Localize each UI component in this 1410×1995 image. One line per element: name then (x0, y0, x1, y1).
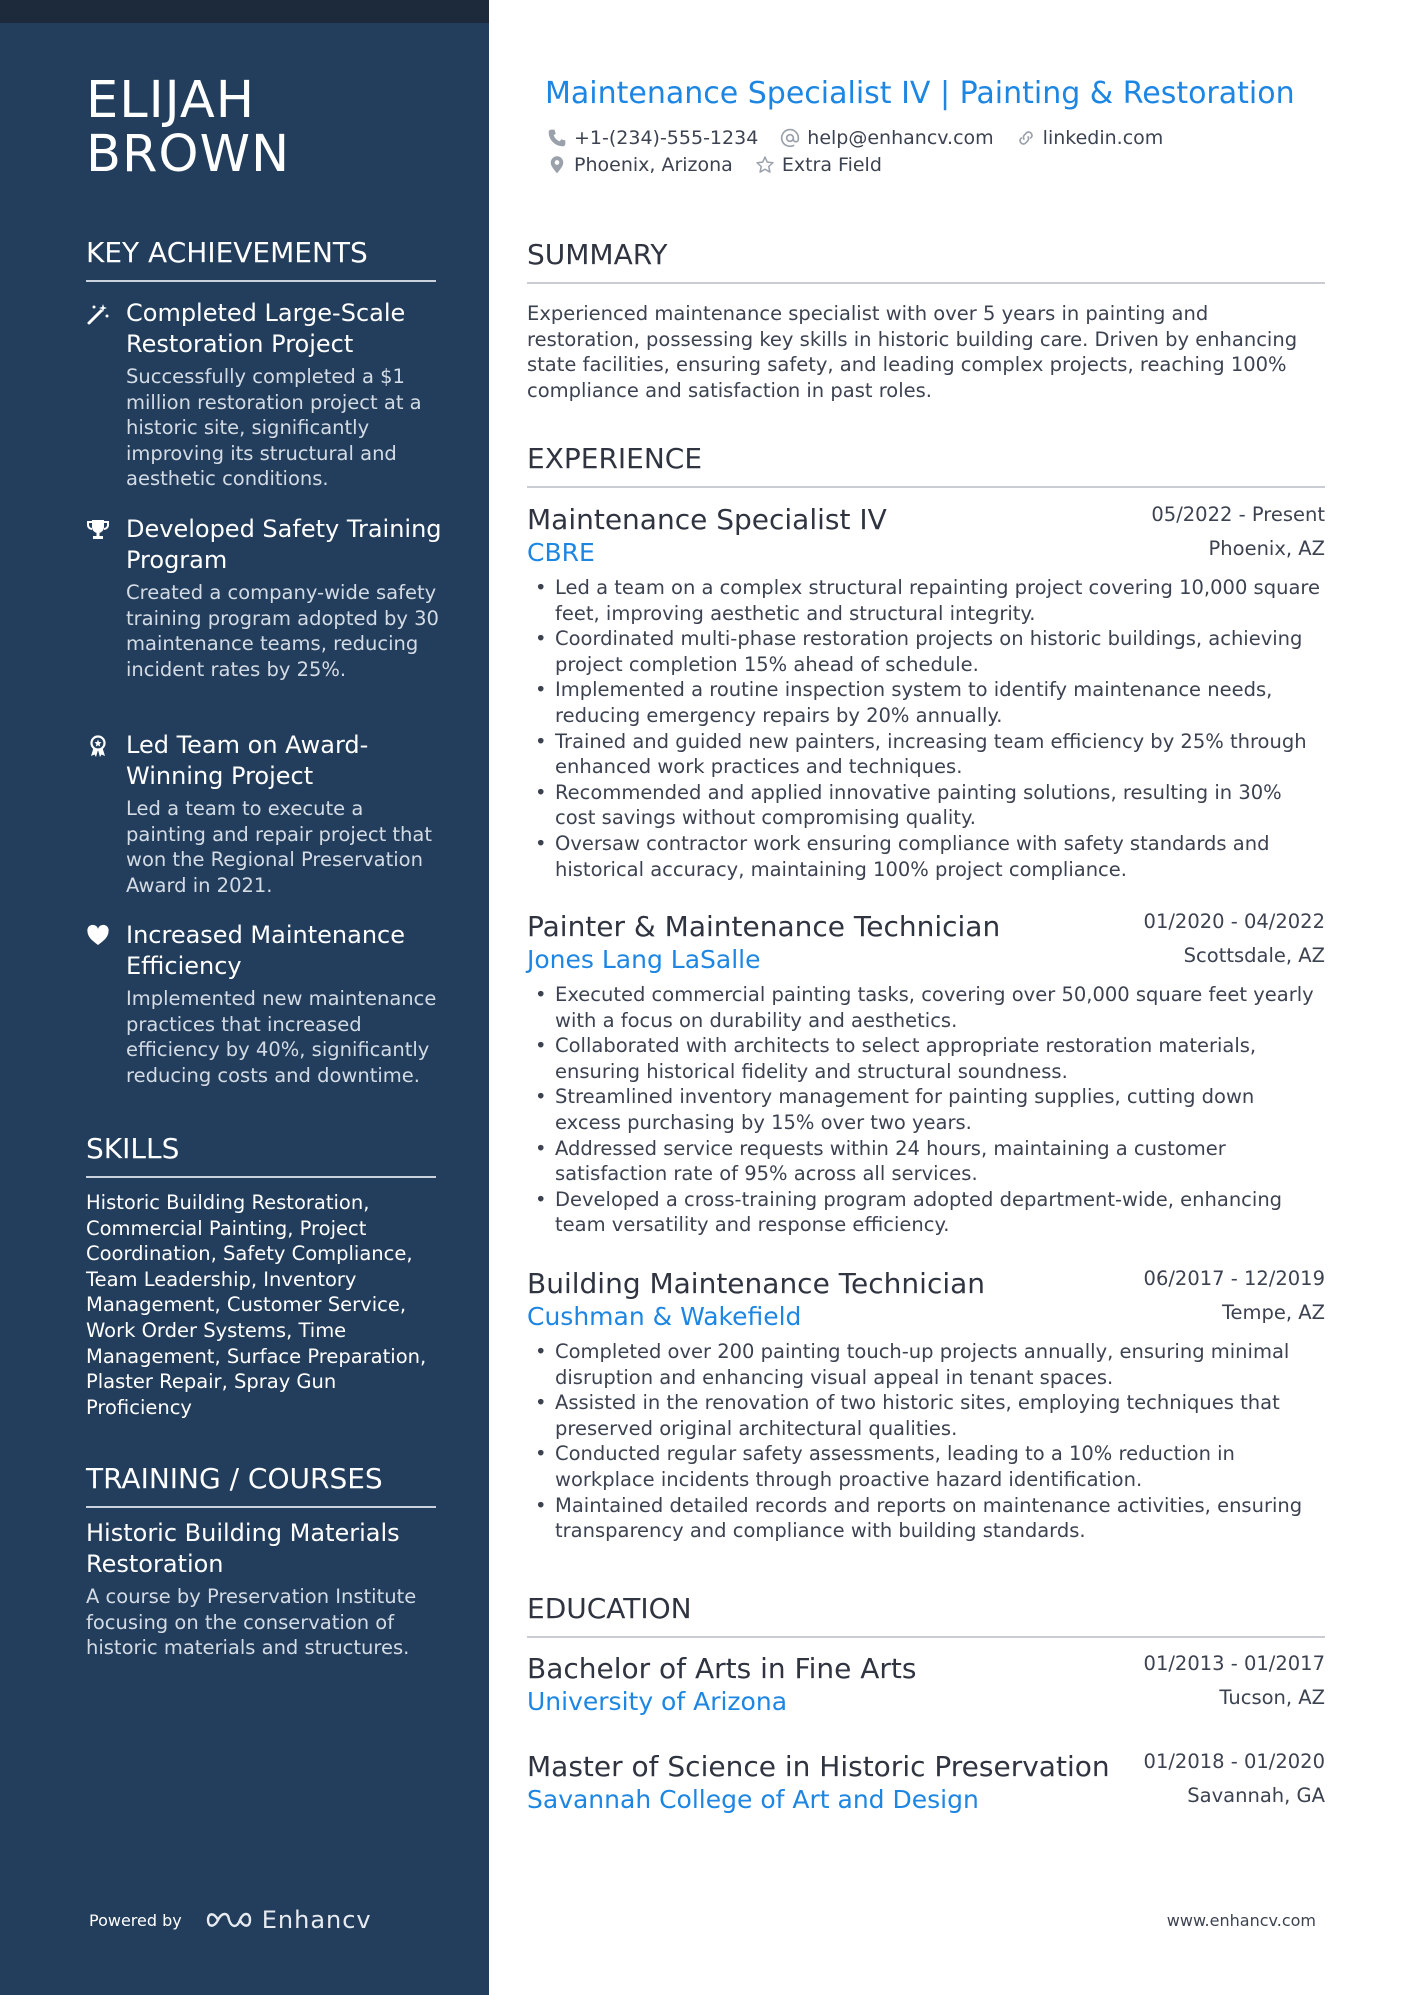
star-icon (755, 155, 775, 175)
bullet-item: • Trained and guided new painters, increasing team efficiency by 25% through enhanced work practices and techniques. (527, 729, 1325, 780)
achievement-item (86, 920, 446, 1088)
bullet-item: • Collaborated with architects to select appropriate restoration materials, ensuring historical fidelity and structural soundness. (527, 1033, 1325, 1084)
experience-entry (527, 1267, 1325, 1544)
candidate-name (86, 71, 456, 184)
job-dates: 01/2020 - 04/2022 (1143, 910, 1325, 933)
enhancv-infinity-icon (206, 1908, 252, 1932)
company-name: Cushman & Wakefield (527, 1302, 802, 1331)
bullet-item: • Addressed service requests within 24 hours, maintaining a customer satisfaction rate of 95% across all services. (527, 1136, 1325, 1187)
course-item (86, 1518, 446, 1661)
course-description: A course by Preservation Institute focusing on the conservation of historic materials and structures. (86, 1585, 417, 1660)
education-entry (527, 1652, 1325, 1720)
job-location: Tempe, AZ (1221, 1301, 1325, 1324)
achievement-description: Implemented new maintenance practices that increased efficiency by 40%, significantly reducing costs and downtime. (126, 987, 437, 1087)
magic-wand-icon (86, 302, 110, 326)
key-achievements-heading: KEY ACHIEVEMENTS (86, 236, 436, 282)
skills-list: Historic Building Restoration, Commercial Painting, Project Coordination, Safety Compliance, Team Leadership, Inventory Management, Customer Service, Work Order Systems, Time Management, Surface Preparation, Plaster Repair, Spray Gun Proficiency (86, 1191, 427, 1419)
link-icon (1016, 128, 1036, 148)
education-dates: 01/2013 - 01/2017 (1143, 1652, 1325, 1675)
powered-by-label: Powered by (89, 1910, 182, 1930)
job-dates: 06/2017 - 12/2019 (1143, 1267, 1325, 1290)
achievement-description: Led a team to execute a painting and repair project that won the Regional Preservation Award in 2021. (126, 797, 433, 897)
powered-by (89, 1906, 372, 1934)
email[interactable] (780, 127, 993, 149)
bullet-item: • Conducted regular safety assessments, leading to a 10% reduction in workplace incidents through proactive hazard identification. (527, 1441, 1325, 1492)
achievement-description: Created a company-wide safety training program adopted by 30 maintenance teams, reducing incident rates by 25%. (126, 581, 439, 681)
sidebar-top-band (0, 0, 489, 23)
education-entry (527, 1750, 1325, 1818)
heart-icon (86, 924, 110, 948)
bullet-item: • Recommended and applied innovative painting solutions, resulting in 30% cost savings without compromising quality. (527, 780, 1325, 831)
location (547, 154, 733, 176)
company-name: Jones Lang LaSalle (527, 945, 761, 974)
phone[interactable] (547, 127, 758, 149)
achievement-item (86, 298, 446, 492)
bullet-item: • Streamlined inventory management for painting supplies, cutting down excess purchasing by 15% over two years. (527, 1084, 1325, 1135)
experience-entry (527, 503, 1325, 882)
email-text: help@enhancv.com (807, 127, 994, 149)
bullet-item: • Maintained detailed records and reports on maintenance activities, ensuring transparency and compliance with building standards. (527, 1493, 1325, 1544)
location-text: Phoenix, Arizona (574, 154, 733, 176)
enhancv-logo[interactable] (206, 1906, 372, 1934)
job-role: Maintenance Specialist IV (527, 503, 887, 536)
sidebar (0, 0, 489, 1995)
location-pin-icon (547, 155, 567, 175)
bullet-item: • Coordinated multi-phase restoration projects on historic buildings, achieving project completion 15% ahead of schedule. (527, 626, 1325, 677)
job-title: Maintenance Specialist IV | Painting & Restoration (545, 76, 1295, 111)
school-location: Savannah, GA (1187, 1784, 1325, 1807)
school-location: Tucson, AZ (1219, 1686, 1325, 1709)
degree: Master of Science in Historic Preservation (527, 1750, 1110, 1783)
achievement-description: Successfully completed a $1 million restoration project at a historic site, significantly improving its structural and aesthetic conditions. (126, 365, 422, 491)
brand-name: Enhancv (261, 1906, 372, 1934)
award-ribbon-icon (86, 734, 110, 758)
contact-row-2 (547, 154, 882, 176)
job-role: Building Maintenance Technician (527, 1267, 986, 1300)
linkedin-link[interactable] (1016, 127, 1164, 149)
job-dates: 05/2022 - Present (1151, 503, 1325, 526)
achievement-title: Developed Safety Training Program (126, 515, 442, 574)
education-dates: 01/2018 - 01/2020 (1143, 1750, 1325, 1773)
bullet-item: • Oversaw contractor work ensuring compliance with safety standards and historical accuracy, maintaining 100% project compliance. (527, 831, 1325, 882)
school-name: University of Arizona (527, 1687, 788, 1716)
training-heading: TRAINING / COURSES (86, 1462, 436, 1508)
bullet-item: • Developed a cross-training program adopted department-wide, enhancing team versatility and response efficiency. (527, 1187, 1325, 1238)
bullet-item: • Completed over 200 painting touch-up projects annually, ensuring minimal disruption and enhancing visual appeal in tenant spaces. (527, 1339, 1325, 1390)
job-location: Scottsdale, AZ (1183, 944, 1325, 967)
experience-heading: EXPERIENCE (527, 442, 1325, 488)
achievement-title: Led Team on Award-Winning Project (126, 731, 369, 790)
summary-text: Experienced maintenance specialist with over 5 years in painting and restoration, possessing key skills in historic building care. Driven by enhancing state facilities, ensuring safety, and leading complex projects, reaching 100% compliance and satisfaction in past roles. (527, 302, 1298, 402)
experience-entry (527, 910, 1325, 1238)
bullet-item: • Led a team on a complex structural repainting project covering 10,000 square feet, improving aesthetic and structural integrity. (527, 575, 1325, 626)
phone-text: +1-(234)-555-1234 (574, 127, 759, 149)
extra-field-text: Extra Field (781, 154, 882, 176)
school-name: Savannah College of Art and Design (527, 1785, 979, 1814)
achievement-title: Increased Maintenance Efficiency (126, 921, 405, 980)
course-title: Historic Building Materials Restoration (86, 1519, 400, 1578)
job-bullets (527, 982, 1325, 1238)
education-heading: EDUCATION (527, 1592, 1325, 1638)
skills-heading: SKILLS (86, 1132, 436, 1178)
last-name: BROWN (86, 125, 291, 184)
bullet-item: • Assisted in the renovation of two historic sites, employing techniques that preserved original architectural qualities. (527, 1390, 1325, 1441)
bullet-item: • Executed commercial painting tasks, covering over 50,000 square feet yearly with a focus on durability and aesthetics. (527, 982, 1325, 1033)
job-location: Phoenix, AZ (1208, 537, 1325, 560)
achievement-item (86, 514, 446, 682)
achievement-title: Completed Large-Scale Restoration Project (126, 299, 406, 358)
trophy-icon (86, 518, 110, 542)
extra-field (755, 154, 882, 176)
degree: Bachelor of Arts in Fine Arts (527, 1652, 917, 1685)
achievement-item (86, 730, 446, 898)
linkedin-text: linkedin.com (1042, 127, 1164, 149)
job-role: Painter & Maintenance Technician (527, 910, 1001, 943)
phone-icon (547, 128, 567, 148)
summary-heading: SUMMARY (527, 238, 1325, 284)
job-bullets (527, 575, 1325, 882)
at-icon (780, 128, 800, 148)
job-bullets (527, 1339, 1325, 1544)
bullet-item: • Implemented a routine inspection system to identify maintenance needs, reducing emergency repairs by 20% annually. (527, 677, 1325, 728)
first-name: ELIJAH (86, 71, 256, 130)
company-name: CBRE (527, 538, 595, 567)
footer-website[interactable]: www.enhancv.com (1166, 1911, 1316, 1930)
contact-row-1 (547, 127, 1163, 149)
